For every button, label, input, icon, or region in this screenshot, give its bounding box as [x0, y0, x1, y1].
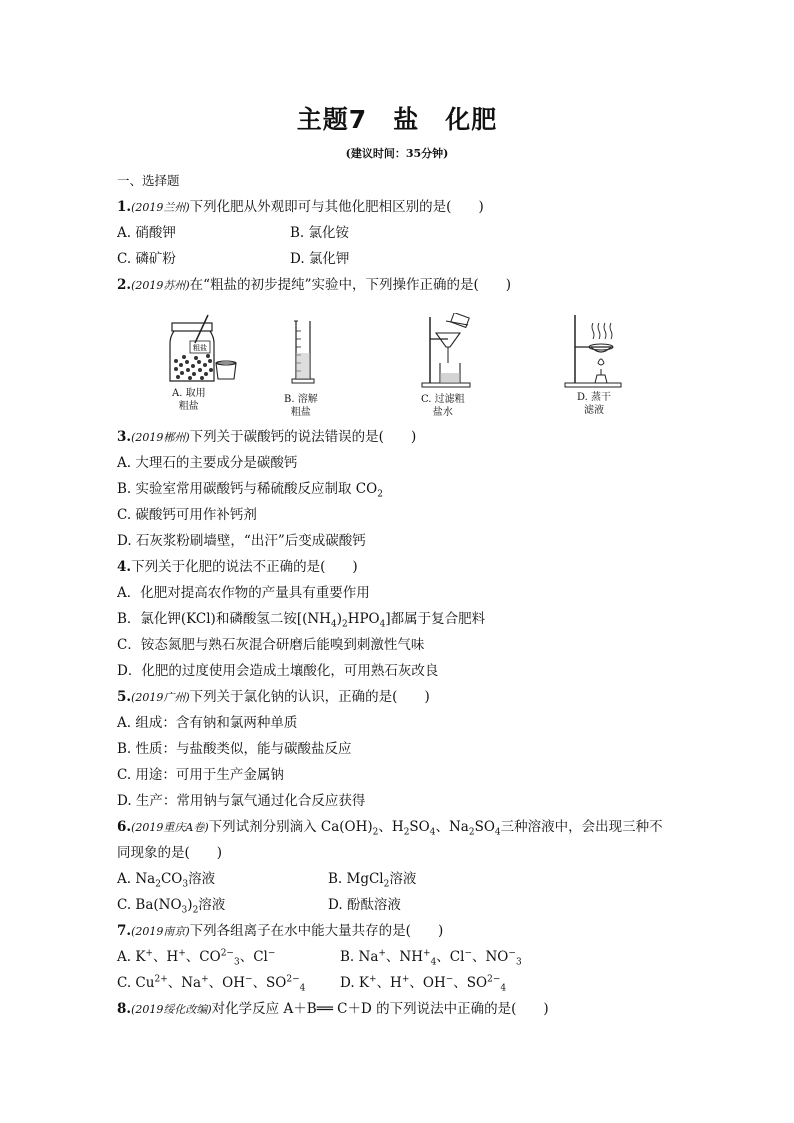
q5-option-c: C. 用途：可用于生产金属钠	[117, 767, 284, 783]
q4-option-a: A．化肥对提高农作物的产量具有重要作用	[117, 585, 370, 601]
q4-option-d: D．化肥的过度使用会造成土壤酸化，可用熟石灰改良	[117, 663, 439, 679]
jar-and-spatula-illustration	[160, 313, 240, 388]
q3-option-b: B. 实验室常用碳酸钙与稀硫酸反应制取 $CO_2$	[117, 481, 383, 500]
question-3-stem: 3.(2019郴州)下列关于碳酸钙的说法错误的是( )	[117, 429, 417, 445]
q5-option-b: B. 性质：与盐酸类似，能与碳酸盐反应	[117, 741, 352, 757]
evaporation-apparatus-illustration	[563, 313, 625, 388]
question-4-stem: 4.下列关于化肥的说法不正确的是( )	[117, 559, 358, 575]
figure-caption-b: B. 溶解 粗盐	[284, 394, 318, 418]
filtration-apparatus-illustration	[418, 313, 474, 388]
q5-option-a: A. 组成：含有钠和氯两种单质	[117, 715, 298, 731]
question-6-stem: 6.(2019重庆A卷)下列试剂分别滴入 $Ca(OH)_2$、$H_2SO_4$、$Na_2SO_4$三种溶液中，会出现三种不	[117, 819, 663, 838]
figure-caption-c: C. 过滤粗 盐水	[421, 394, 465, 418]
q3-option-c: C. 碳酸钙可用作补钙剂	[117, 507, 257, 523]
q7-option-a: A. K+、H+、$CO^{2-}_3$、Cl−	[117, 948, 276, 968]
q7-option-b: B. Na+、$NH^+_4$、Cl−、$NO^-_3$	[340, 948, 522, 968]
q4-option-c: C．铵态氮肥与熟石灰混合研磨后能嗅到刺激性气味	[117, 637, 425, 653]
q5-option-d: D. 生产：常用钠与氯气通过化合反应获得	[117, 793, 366, 809]
figure-caption-a: A. 取用 粗盐	[172, 388, 206, 412]
page-title: 主题7 盐 化肥	[296, 105, 498, 134]
q1-option-c: C. 磷矿粉	[117, 251, 176, 267]
question-7-stem: 7.(2019南京)下列各组离子在水中能大量共存的是( )	[117, 923, 444, 939]
question-1-stem: 1.(2019兰州)下列化肥从外观即可与其他化肥相区别的是( )	[117, 199, 484, 215]
q6-option-b: B. MgCl$_2$溶液	[328, 871, 417, 890]
q6-option-c: C. $Ba(NO_3)_2$溶液	[117, 897, 226, 916]
graduated-cylinder-illustration	[288, 313, 318, 388]
q4-option-b: B．氯化钾(KCl)和磷酸氢二铵$[(NH_4)_2HPO_4]$都属于复合肥料	[117, 611, 486, 630]
question-6-stem-line2: 同现象的是( )	[117, 845, 223, 861]
q7-option-d: D. K+、H+、OH−、$SO^{2-}_4$	[340, 974, 507, 994]
figure-caption-d: D. 蒸干 滤液	[577, 392, 612, 416]
jar-label: 粗盐	[193, 344, 207, 352]
q1-option-d: D. 氯化钾	[290, 251, 350, 267]
q3-option-d: D. 石灰浆粉刷墙壁，“出汗”后变成碳酸钙	[117, 533, 366, 549]
question-8-stem: 8.(2019绥化改编)对化学反应 A＋B══ C＋D 的下列说法中正确的是( )	[117, 1001, 549, 1017]
q3-option-a: A. 大理石的主要成分是碳酸钙	[117, 455, 298, 471]
question-2-stem: 2.(2019苏州)在“粗盐的初步提纯”实验中，下列操作正确的是( )	[117, 277, 512, 293]
section-heading: 一、选择题	[117, 173, 180, 188]
q1-option-b: B. 氯化铵	[290, 225, 350, 241]
question-5-stem: 5.(2019广州)下列关于氯化钠的认识，正确的是( )	[117, 689, 430, 705]
q6-option-d: D. 酚酞溶液	[328, 897, 401, 913]
q6-option-a: A. $Na_2CO_3$溶液	[117, 871, 216, 890]
q1-option-a: A. 硝酸钾	[117, 225, 176, 241]
q7-option-c: C. $Cu^{2+}$、Na+、OH−、$SO^{2-}_4$	[117, 974, 306, 994]
suggested-time: (建议时间：35分钟)	[345, 147, 449, 160]
